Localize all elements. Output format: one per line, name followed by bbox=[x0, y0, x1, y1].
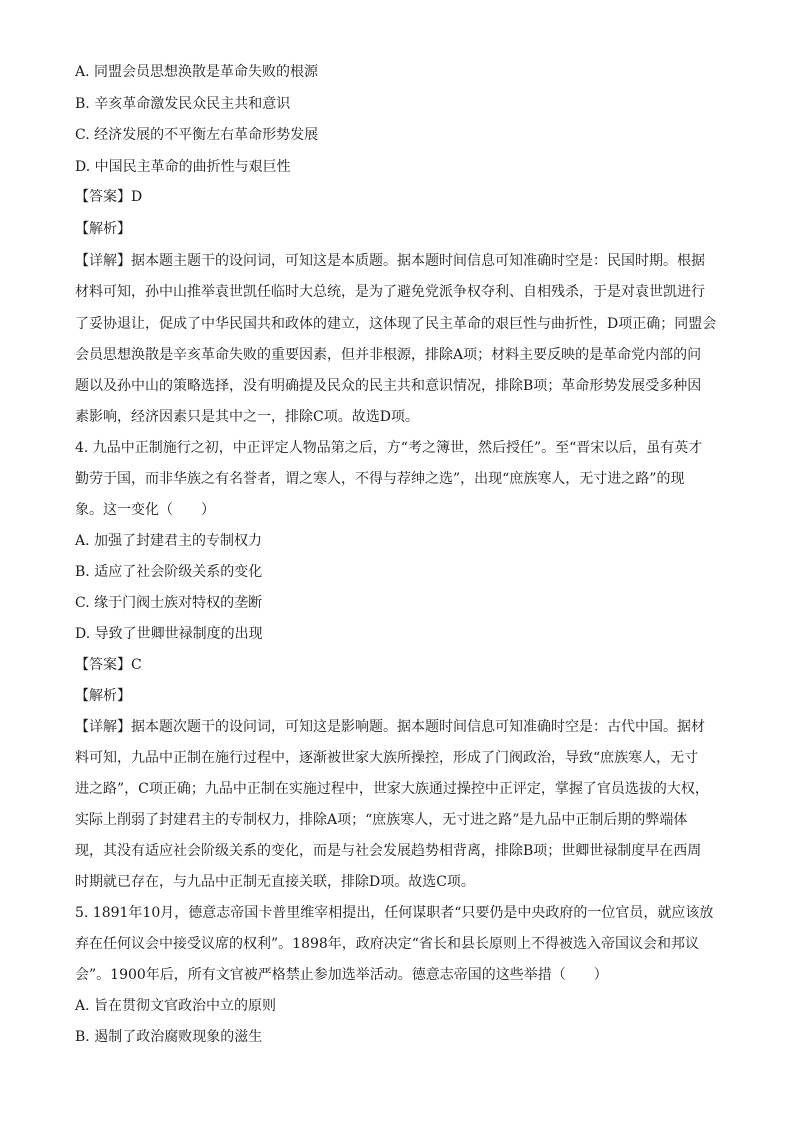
q4-stem-line: 勤劳于国，而非华族之有名誉者，谓之寒人，不得与荐绅之选”，出现“庶族寒人，无寸进之路”的现 bbox=[75, 471, 685, 487]
q4-option-c: C. 缘于门阀士族对特权的垄断 bbox=[75, 595, 263, 611]
q3-analysis-label: 【解析】 bbox=[75, 221, 131, 237]
q4-option-b: B. 适应了社会阶级关系的变化 bbox=[75, 564, 263, 580]
q5-option-a: A. 旨在贯彻文官政治中立的原则 bbox=[75, 998, 277, 1014]
q4-answer: 【答案】C bbox=[75, 657, 142, 673]
q5-stem-line: 会”。1900年后，所有文官被严格禁止参加选举活动。德意志帝国的这些举措（ ） bbox=[75, 967, 608, 983]
q3-detail-line: 【详解】据本题主题干的设问词，可知这是本质题。据本题时间信息可知准确时空是：民国时期。根据 bbox=[75, 253, 705, 269]
q3-option-a: A. 同盟会员思想涣散是革命失败的根源 bbox=[75, 64, 319, 80]
q4-stem-line: 象。这一变化（ ） bbox=[75, 502, 215, 518]
q4-analysis-label: 【解析】 bbox=[75, 688, 131, 704]
q4-detail-line: 实际上削弱了封建君主的专制权力，排除A项；“庶族寒人，无寸进之路”是九品中正制后期的弊端体 bbox=[75, 812, 688, 828]
q4-detail-line: 进之路”，C项正确；九品中正制在实施过程中，世家大族通过操控中正评定，掌握了官员选拔的大权， bbox=[75, 781, 709, 797]
q3-detail-line: 了妥协退让，促成了中华民国共和政体的建立，这体现了民主革命的艰巨性与曲折性，D项正确；同盟会 bbox=[75, 316, 717, 332]
q4-detail-line: 时期就已存在，与九品中正制无直接关联，排除D项。故选C项。 bbox=[75, 874, 475, 890]
q3-detail-line: 题以及孙中山的策略选择，没有明确提及民众的民主共和意识情况，排除B项；革命形势发展受多种因 bbox=[75, 378, 702, 394]
q3-detail-line: 会员思想涣散是辛亥革命失败的重要因素，但并非根源，排除A项；材料主要反映的是革命党内部的问 bbox=[75, 347, 702, 363]
q3-detail-line: 素影响，经济因素只是其中之一，排除C项。故选D项。 bbox=[75, 409, 419, 425]
q3-option-c: C. 经济发展的不平衡左右革命形势发展 bbox=[75, 127, 319, 143]
q4-option-a: A. 加强了封建君主的专制权力 bbox=[75, 533, 263, 549]
q3-option-b: B. 辛亥革命激发民众民主共和意识 bbox=[75, 96, 291, 112]
q5-stem-line: 弃在任何议会中接受议席的权利”。1898年，政府决定“省长和县长原则上不得被选入帝国议会和邦议 bbox=[75, 936, 699, 952]
q5-stem-line: 5. 1891年10月，德意志帝国卡普里维宰相提出，任何谋职者“只要仍是中央政府的一位官员，就应该放 bbox=[75, 905, 714, 921]
q4-detail-line: 【详解】据本题次题干的设问词，可知这是影响题。据本题时间信息可知准确时空是：古代中国。据材 bbox=[75, 719, 705, 735]
q4-detail-line: 料可知，九品中正制在施行过程中，逐渐被世家大族所操控，形成了门阀政治，导致“庶族寒人，无寸 bbox=[75, 750, 699, 766]
q5-option-b: B. 遏制了政治腐败现象的滋生 bbox=[75, 1029, 263, 1045]
q3-option-d: D. 中国民主革命的曲折性与艰巨性 bbox=[75, 159, 291, 175]
q3-answer: 【答案】D bbox=[75, 189, 143, 205]
q4-option-d: D. 导致了世卿世禄制度的出现 bbox=[75, 626, 263, 642]
q4-detail-line: 现，其没有适应社会阶级关系的变化，而是与社会发展趋势相背离，排除B项；世卿世禄制度早在西周 bbox=[75, 843, 702, 859]
q4-stem-line: 4. 九品中正制施行之初，中正评定人物品第之后，方“考之簿世，然后授任”。至“晋宋以后，虽有英才 bbox=[75, 440, 703, 456]
q3-detail-line: 材料可知，孙中山推举袁世凯任临时大总统，是为了避免党派争权夺利、自相残杀，于是对袁世凯进行 bbox=[75, 284, 705, 300]
